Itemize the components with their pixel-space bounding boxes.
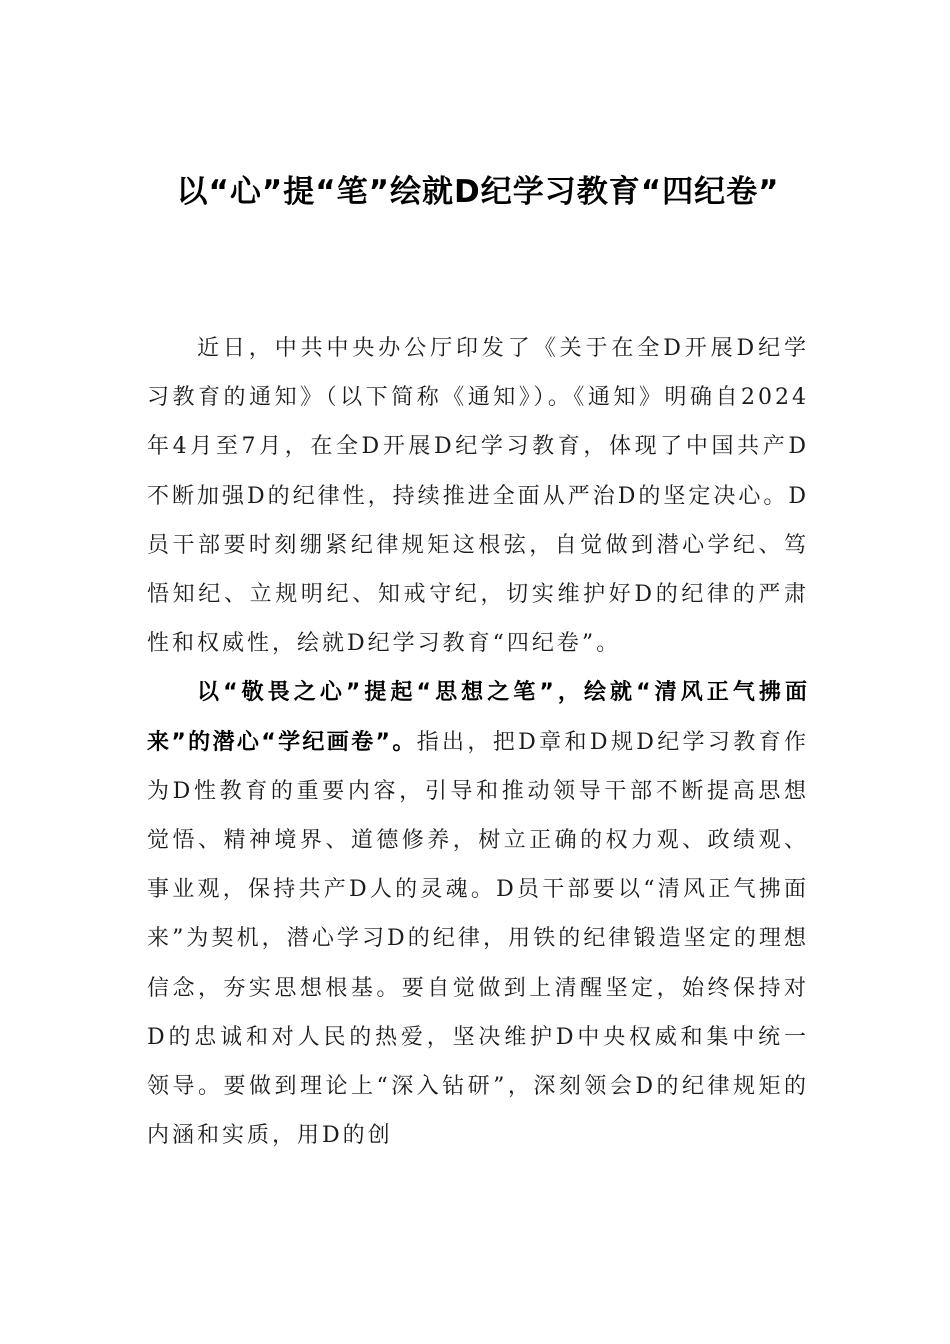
paragraph-section-one bbox=[147, 668, 809, 1160]
paragraph-intro bbox=[147, 324, 809, 668]
paragraph-text: 指出，把D章和D规D纪学习教育作为D性教育的重要内容，引导和推动领导干部不断提高思想觉悟、精神境界、道德修养，树立正确的权力观、政绩观、事业观，保持共产D人的灵魂。D员干部要以“清风正气拂面来”为契机，潜心学习D的纪律，用铁的纪律锻造坚定的理想信念，夯实思想根基。要自觉做到上清醒坚定，始终保持对D的忠诚和对人民的热爱，坚决维护D中央权威和集中统一领导。要做到理论上“深入钻研”，深刻领会D的纪律规矩的内涵和实质，用D的创 bbox=[147, 729, 809, 1149]
paragraph-lead: 以“敬畏之心”提起“思想之笔”，绘就“清风正气拂面来”的潜心“学纪画卷”。 bbox=[147, 680, 809, 755]
document-body bbox=[147, 324, 809, 1160]
paragraph-text: 近日，中共中央办公厅印发了《关于在全D开展D纪学习教育的通知》（以下简称《通知》）。《通知》明确自2024年4月至7月，在全D开展D纪学习教育，体现了中国共产D不断加强D的纪律性，持续推进全面从严治D的坚定决心。D员干部要时刻绷紧纪律规矩这根弦，自觉做到潜心学纪、笃悟知纪、立规明纪、知戒守纪，切实维护好D的纪律的严肃性和权威性，绘就D纪学习教育“四纪卷”。 bbox=[147, 336, 809, 657]
document-title: 以“心”提“笔”绘就D纪学习教育“四纪卷” bbox=[176, 174, 780, 210]
